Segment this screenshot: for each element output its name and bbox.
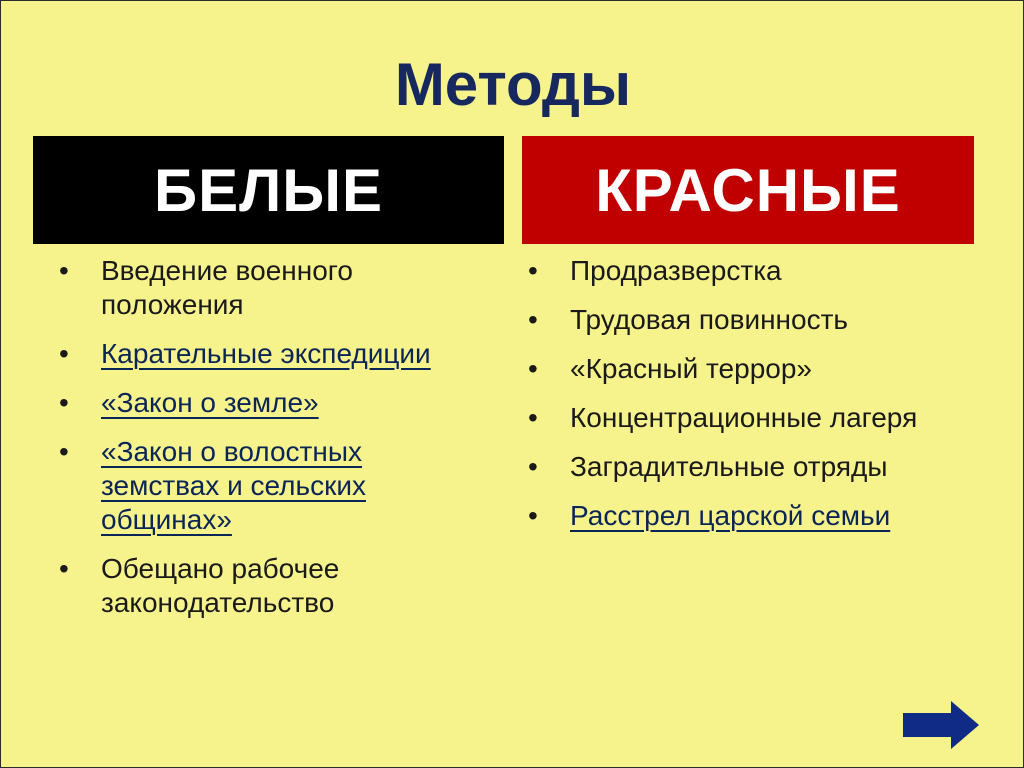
list-item xyxy=(59,552,479,620)
bullet: • xyxy=(59,255,69,286)
slide-title: Методы xyxy=(394,51,632,118)
right-arrow-icon xyxy=(903,701,979,749)
bullet: • xyxy=(528,255,538,286)
white-methods-list xyxy=(59,254,479,635)
list-item xyxy=(528,450,998,484)
list-item xyxy=(528,303,998,337)
royal-family-execution-link[interactable]: Расстрел царской семьи xyxy=(570,500,891,531)
list-item[interactable] xyxy=(59,337,479,371)
list-item-text: Обещано рабочее законодательство xyxy=(101,553,340,618)
bullet: • xyxy=(59,338,69,369)
list-item[interactable] xyxy=(59,386,479,420)
list-item xyxy=(528,254,998,288)
list-item-text: Введение военного положения xyxy=(101,255,353,320)
list-item[interactable] xyxy=(59,435,479,537)
land-law-link[interactable]: «Закон о земле» xyxy=(101,387,319,418)
list-item xyxy=(528,401,998,435)
list-item-text: Заградительные отряды xyxy=(570,451,888,482)
white-column-header: БЕЛЫЕ xyxy=(33,136,504,244)
bullet: • xyxy=(528,304,538,335)
bullet: • xyxy=(528,500,538,531)
list-item[interactable] xyxy=(528,499,998,533)
bullet: • xyxy=(528,402,538,433)
bullet: • xyxy=(528,353,538,384)
list-item-text: Продразверстка xyxy=(570,255,782,286)
list-item-text: Концентрационные лагеря xyxy=(570,402,918,433)
bullet: • xyxy=(59,553,69,584)
list-item xyxy=(528,352,998,386)
red-methods-list xyxy=(528,254,998,548)
red-column-header: КРАСНЫЕ xyxy=(522,136,974,244)
next-slide-button[interactable] xyxy=(903,701,979,749)
list-item-text: «Красный террор» xyxy=(570,353,812,384)
bullet: • xyxy=(59,436,69,467)
volost-zemstvo-law-link[interactable]: «Закон о волостных земствах и сельских общинах» xyxy=(101,436,366,535)
punitive-expeditions-link[interactable]: Карательные экспедиции xyxy=(101,338,431,369)
list-item-text: Трудовая повинность xyxy=(570,304,849,335)
bullet: • xyxy=(59,387,69,418)
list-item xyxy=(59,254,479,322)
bullet: • xyxy=(528,451,538,482)
